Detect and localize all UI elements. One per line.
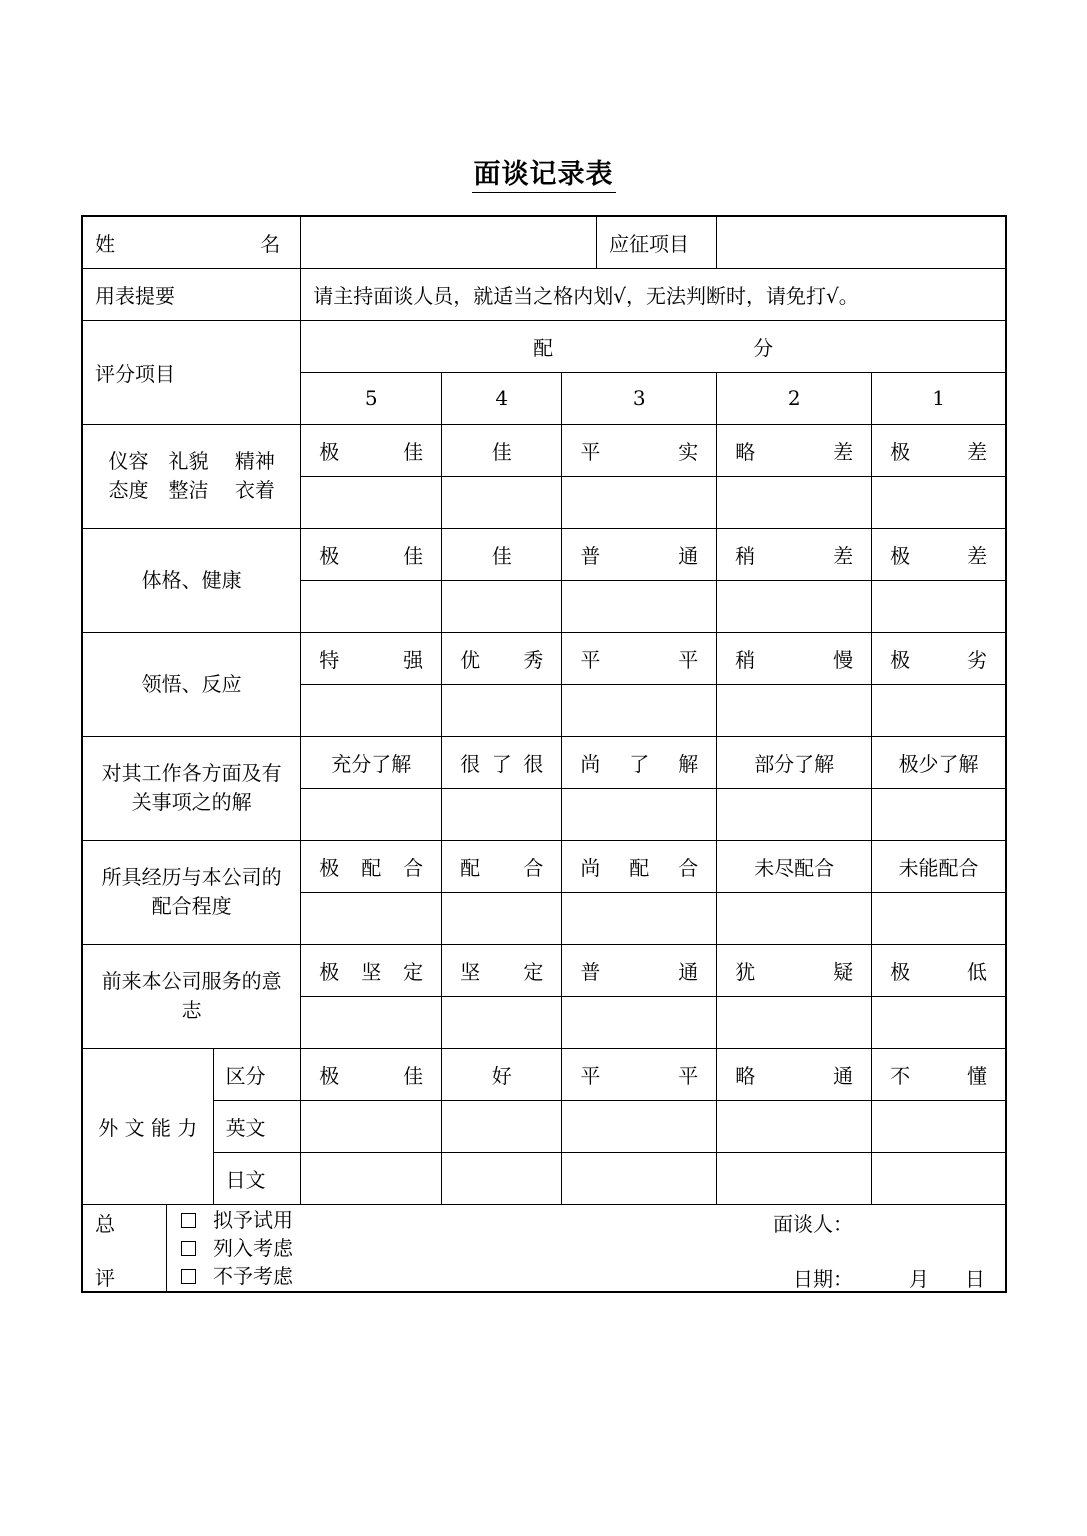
rating-checkbox-cell[interactable] xyxy=(442,892,562,944)
rating-checkbox-cell[interactable] xyxy=(872,580,1006,632)
score-3: 3 xyxy=(562,372,717,424)
grade-label: 未尽配合 xyxy=(717,840,872,892)
grade-label: 极 佳 xyxy=(301,424,442,476)
grade-label: 稍 差 xyxy=(717,528,872,580)
score-2: 2 xyxy=(717,372,872,424)
summary-label: 总 评 xyxy=(82,1204,166,1292)
rating-checkbox-cell[interactable] xyxy=(442,1152,562,1204)
grade-label: 极少了解 xyxy=(872,736,1006,788)
grade-label: 极 坚 定 xyxy=(301,944,442,996)
criterion-label: 对其工作各方面及有 关事项之的解 xyxy=(82,736,301,840)
position-field[interactable] xyxy=(717,216,1006,268)
language-row xyxy=(82,1100,1006,1152)
rating-checkbox-cell[interactable] xyxy=(872,476,1006,528)
rating-checkbox-cell[interactable] xyxy=(562,892,717,944)
language-row xyxy=(82,1152,1006,1204)
usage-row xyxy=(82,268,1006,320)
interviewer-label: 面谈人： xyxy=(773,1211,853,1236)
rating-checkbox-cell[interactable] xyxy=(872,684,1006,736)
grade-label: 尚 配 合 xyxy=(562,840,717,892)
rating-checkbox-cell[interactable] xyxy=(717,1100,872,1152)
criterion-label: 领悟、反应 xyxy=(82,632,301,736)
score-5: 5 xyxy=(301,372,442,424)
rating-checkbox-cell[interactable] xyxy=(442,996,562,1048)
position-label: 应征项目 xyxy=(597,216,717,268)
checkbox-icon[interactable] xyxy=(181,1241,196,1256)
criterion-row xyxy=(82,424,1006,476)
grade-label: 配 合 xyxy=(442,840,562,892)
summary-option[interactable]: 列入考虑 xyxy=(167,1234,1005,1262)
grade-label: 略 通 xyxy=(717,1048,872,1100)
language-grade-row xyxy=(82,1048,1006,1100)
grade-label: 极 差 xyxy=(872,528,1006,580)
rating-checkbox-cell[interactable] xyxy=(717,788,872,840)
grade-label: 普 通 xyxy=(562,528,717,580)
rating-checkbox-cell[interactable] xyxy=(442,476,562,528)
grade-label: 不 懂 xyxy=(872,1048,1006,1100)
grade-label: 充分了解 xyxy=(301,736,442,788)
rating-checkbox-cell[interactable] xyxy=(717,684,872,736)
grade-label: 平 平 xyxy=(562,632,717,684)
grade-label: 极 佳 xyxy=(301,528,442,580)
date-label: 日期： xyxy=(793,1266,853,1291)
rating-checkbox-cell[interactable] xyxy=(717,580,872,632)
grade-label: 好 xyxy=(442,1048,562,1100)
criterion-row xyxy=(82,632,1006,684)
rating-checkbox-cell[interactable] xyxy=(717,892,872,944)
rating-checkbox-cell[interactable] xyxy=(717,996,872,1048)
rating-checkbox-cell[interactable] xyxy=(562,476,717,528)
rating-checkbox-cell[interactable] xyxy=(562,1100,717,1152)
criterion-row xyxy=(82,736,1006,788)
rating-checkbox-cell[interactable] xyxy=(301,788,442,840)
criterion-row xyxy=(82,944,1006,996)
rating-checkbox-cell[interactable] xyxy=(442,684,562,736)
criterion-row xyxy=(82,528,1006,580)
grade-label: 尚 了 解 xyxy=(562,736,717,788)
score-4: 4 xyxy=(442,372,562,424)
rating-checkbox-cell[interactable] xyxy=(301,1100,442,1152)
name-label: 姓 名 xyxy=(82,216,301,268)
language-ability-label: 外 文 能 力 xyxy=(82,1048,213,1204)
grade-label: 平 实 xyxy=(562,424,717,476)
rating-checkbox-cell[interactable] xyxy=(442,580,562,632)
checkbox-icon[interactable] xyxy=(181,1269,196,1284)
rating-checkbox-cell[interactable] xyxy=(301,996,442,1048)
summary-option[interactable]: 拟予试用 xyxy=(167,1206,1005,1234)
grade-label: 佳 xyxy=(442,424,562,476)
language-name: 日文 xyxy=(213,1152,301,1204)
rating-checkbox-cell[interactable] xyxy=(301,580,442,632)
summary-row xyxy=(82,1204,1006,1292)
grade-label: 优 秀 xyxy=(442,632,562,684)
rating-checkbox-cell[interactable] xyxy=(717,476,872,528)
rating-checkbox-cell[interactable] xyxy=(872,1100,1006,1152)
rating-checkbox-cell[interactable] xyxy=(301,476,442,528)
criterion-label: 仪容 礼貌 精神 态度 整洁 衣着 xyxy=(82,424,301,528)
usage-text: 请主持面谈人员，就适当之格内划√，无法判断时，请免打√。 xyxy=(301,268,1006,320)
criterion-row xyxy=(82,840,1006,892)
grade-label: 极 低 xyxy=(872,944,1006,996)
language-name: 英文 xyxy=(213,1100,301,1152)
grade-label: 犹 疑 xyxy=(717,944,872,996)
score-header: 配 分 xyxy=(301,320,1006,372)
grade-label: 极 配 合 xyxy=(301,840,442,892)
checkbox-icon[interactable] xyxy=(181,1213,196,1228)
criterion-label: 体格、健康 xyxy=(82,528,301,632)
usage-label: 用表提要 xyxy=(82,268,301,320)
language-grade-label: 区分 xyxy=(213,1048,301,1100)
summary-option[interactable]: 不予考虑 xyxy=(167,1262,1005,1290)
criterion-label: 前来本公司服务的意 志 xyxy=(82,944,301,1048)
rating-checkbox-cell[interactable] xyxy=(562,684,717,736)
day-label: 日 xyxy=(965,1266,985,1291)
criterion-label: 所具经历与本公司的 配合程度 xyxy=(82,840,301,944)
grade-label: 略 差 xyxy=(717,424,872,476)
grade-label: 很 了 很 xyxy=(442,736,562,788)
rating-checkbox-cell[interactable] xyxy=(562,788,717,840)
grade-label: 极 佳 xyxy=(301,1048,442,1100)
rating-checkbox-cell[interactable] xyxy=(872,788,1006,840)
grade-label: 坚 定 xyxy=(442,944,562,996)
rating-checkbox-cell[interactable] xyxy=(301,1152,442,1204)
rating-checkbox-cell[interactable] xyxy=(872,996,1006,1048)
rating-checkbox-cell[interactable] xyxy=(872,1152,1006,1204)
rating-checkbox-cell[interactable] xyxy=(562,580,717,632)
rating-checkbox-cell[interactable] xyxy=(301,684,442,736)
grade-label: 佳 xyxy=(442,528,562,580)
grade-label: 稍 慢 xyxy=(717,632,872,684)
month-label: 月 xyxy=(909,1266,929,1291)
item-label: 评分项目 xyxy=(82,320,301,424)
rating-checkbox-cell[interactable] xyxy=(442,788,562,840)
grade-label: 部分了解 xyxy=(717,736,872,788)
interview-record-table xyxy=(81,215,1007,1293)
rating-checkbox-cell[interactable] xyxy=(872,892,1006,944)
grade-label: 普 通 xyxy=(562,944,717,996)
rating-checkbox-cell[interactable] xyxy=(301,892,442,944)
name-field[interactable] xyxy=(301,216,597,268)
form-title: 面谈记录表 xyxy=(0,152,1087,191)
grade-label: 极 差 xyxy=(872,424,1006,476)
summary-content xyxy=(166,1204,1006,1292)
grade-label: 特 强 xyxy=(301,632,442,684)
score-header-row xyxy=(82,320,1006,372)
rating-checkbox-cell[interactable] xyxy=(717,1152,872,1204)
grade-label: 平 平 xyxy=(562,1048,717,1100)
rating-checkbox-cell[interactable] xyxy=(442,1100,562,1152)
rating-checkbox-cell[interactable] xyxy=(562,996,717,1048)
rating-checkbox-cell[interactable] xyxy=(562,1152,717,1204)
grade-label: 极 劣 xyxy=(872,632,1006,684)
grade-label: 未能配合 xyxy=(872,840,1006,892)
score-1: 1 xyxy=(872,372,1006,424)
name-row xyxy=(82,216,1006,268)
